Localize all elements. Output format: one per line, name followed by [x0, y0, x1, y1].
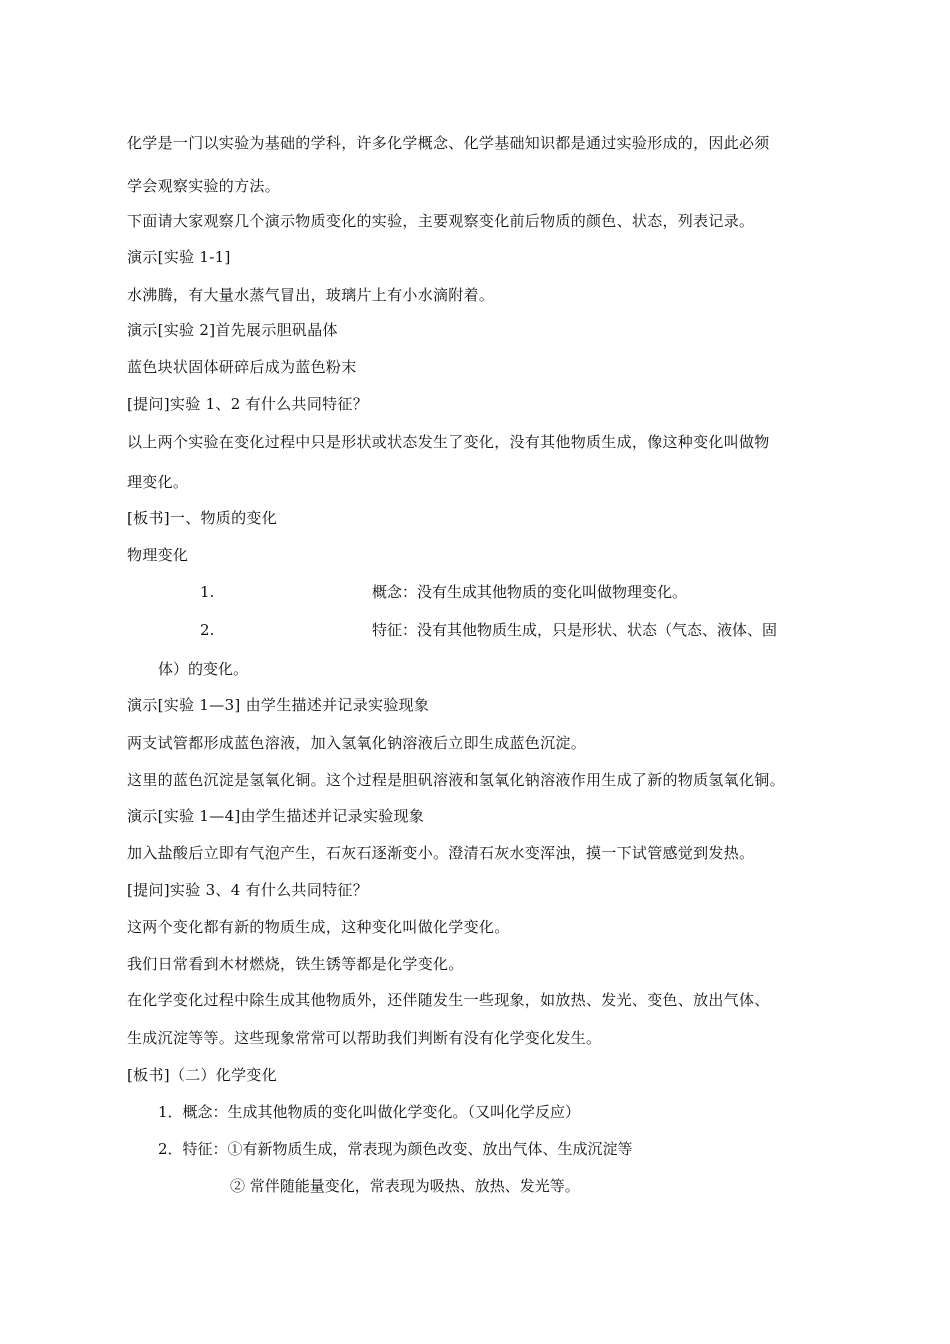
paragraph-question-2: [提问]实验 3、4 有什么共同特征？: [127, 881, 369, 899]
paragraph-demo-2: 演示[实验 2]首先展示胆矾晶体: [127, 321, 338, 339]
paragraph-blue-solution: 两支试管都形成蓝色溶液，加入氢氧化钠溶液后立即生成蓝色沉淀。: [127, 734, 587, 752]
paragraph-physical-def-1: 以上两个实验在变化过程中只是形状或状态发生了变化，没有其他物质生成，像这种变化叫做物: [127, 433, 770, 451]
list-item-text: 概念：没有生成其他物质的变化叫做物理变化。: [372, 583, 688, 601]
paragraph-examples: 我们日常看到木材燃烧，铁生锈等都是化学变化。: [127, 955, 464, 973]
list-item-number: 1.: [200, 583, 215, 601]
paragraph-observe: 下面请大家观察几个演示物质变化的实验，主要观察变化前后物质的颜色、状态，列表记录。: [127, 212, 755, 230]
paragraph-physical-heading: 物理变化: [127, 546, 189, 564]
paragraph-intro-2: 学会观察实验的方法。: [127, 177, 281, 195]
paragraph-chemical-def: 这两个变化都有新的物质生成，这种变化叫做化学变化。: [127, 918, 510, 936]
paragraph-intro-1: 化学是一门以实验为基础的学科，许多化学概念、化学基础知识都是通过实验形成的，因此必须: [127, 134, 770, 152]
chem-list-continuation: ② 常伴随能量变化，常表现为吸热、放热、发光等。: [230, 1177, 580, 1195]
paragraph-demo-4: 演示[实验 1—4]由学生描述并记录实验现象: [127, 807, 425, 825]
list-item-continuation: 体）的变化。: [158, 660, 249, 678]
paragraph-powder: 蓝色块状固体研碎后成为蓝色粉末: [127, 358, 357, 376]
paragraph-demo-1: 演示[实验 1-1]: [127, 248, 231, 266]
chem-list-item: 2．特征：①有新物质生成，常表现为颜色改变、放出气体、生成沉淀等: [158, 1140, 633, 1158]
paragraph-precipitate: 这里的蓝色沉淀是氢氧化铜。这个过程是胆矾溶液和氢氧化钠溶液作用生成了新的物质氢氧化铜。: [127, 771, 785, 789]
list-item-number: 2.: [200, 621, 215, 639]
paragraph-phenomena-2: 生成沉淀等等。这些现象常常可以帮助我们判断有没有化学变化发生。: [127, 1029, 602, 1047]
paragraph-boiling: 水沸腾，有大量水蒸气冒出，玻璃片上有小水滴附着。: [127, 286, 495, 304]
list-item-text: 特征：没有其他物质生成，只是形状、状态（气态、液体、固: [372, 621, 778, 639]
chem-list-item: 1．概念：生成其他物质的变化叫做化学变化。（又叫化学反应）: [158, 1103, 581, 1121]
paragraph-phenomena-1: 在化学变化过程中除生成其他物质外，还伴随发生一些现象，如放热、发光、变色、放出气体、: [127, 991, 770, 1009]
paragraph-board-2: [板书]（二）化学变化: [127, 1066, 278, 1084]
paragraph-question-1: [提问]实验 1、2 有什么共同特征？: [127, 395, 369, 413]
paragraph-physical-def-2: 理变化。: [127, 473, 189, 491]
paragraph-hydrochloric: 加入盐酸后立即有气泡产生，石灰石逐渐变小。澄清石灰水变浑浊，摸一下试管感觉到发热。: [127, 844, 755, 862]
paragraph-demo-3: 演示[实验 1—3] 由学生描述并记录实验现象: [127, 696, 430, 714]
paragraph-board-1: [板书]一、物质的变化: [127, 509, 278, 527]
